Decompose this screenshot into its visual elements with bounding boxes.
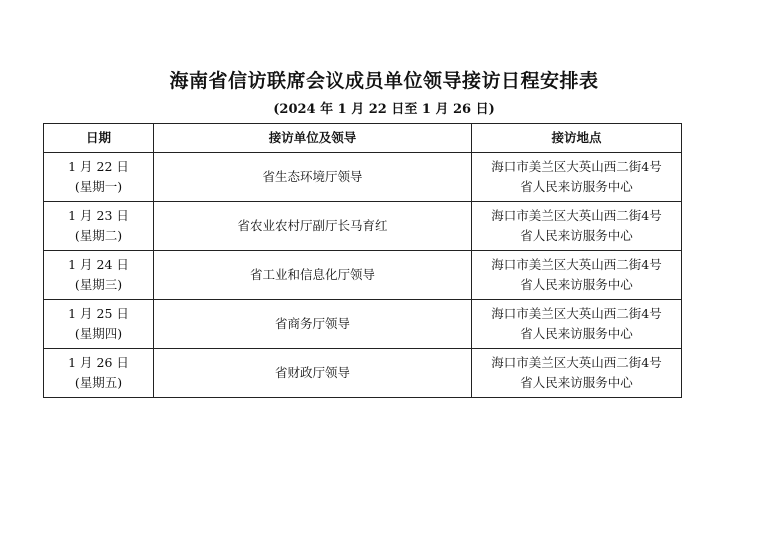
date-text: 1 月 26 日 <box>68 355 129 370</box>
page-title: 海南省信访联席会议成员单位领导接访日程安排表 <box>169 70 599 92</box>
unit-cell: 省财政厅领导 <box>154 349 472 398</box>
table-row <box>44 153 682 202</box>
date-cell <box>44 153 154 202</box>
weekday-text: (星期二) <box>74 228 123 243</box>
place-address: 海口市美兰区大英山西二街4号 <box>491 159 662 174</box>
date-cell <box>44 349 154 398</box>
page-subtitle: (2024 年 1 月 22 日至 1 月 26 日) <box>273 102 495 117</box>
place-address: 海口市美兰区大英山西二街4号 <box>491 257 662 272</box>
header-date: 日期 <box>44 124 154 153</box>
weekday-text: (星期一) <box>74 179 123 194</box>
table-header-row <box>44 124 682 153</box>
date-text: 1 月 22 日 <box>68 159 129 174</box>
place-cell <box>472 300 682 349</box>
date-text: 1 月 25 日 <box>68 306 129 321</box>
place-cell <box>472 202 682 251</box>
date-cell <box>44 300 154 349</box>
place-center: 省人民来访服务中心 <box>520 277 633 292</box>
unit-cell: 省生态环境厅领导 <box>154 153 472 202</box>
place-address: 海口市美兰区大英山西二街4号 <box>491 355 662 370</box>
date-text: 1 月 24 日 <box>68 257 129 272</box>
place-center: 省人民来访服务中心 <box>520 326 633 341</box>
weekday-text: (星期三) <box>74 277 123 292</box>
weekday-text: (星期四) <box>74 326 123 341</box>
unit-cell: 省农业农村厅副厅长马育红 <box>154 202 472 251</box>
table-row <box>44 251 682 300</box>
schedule-table <box>43 123 682 398</box>
place-cell <box>472 153 682 202</box>
place-center: 省人民来访服务中心 <box>520 375 633 390</box>
date-text: 1 月 23 日 <box>68 208 129 223</box>
place-cell <box>472 251 682 300</box>
date-cell <box>44 202 154 251</box>
header-unit: 接访单位及领导 <box>154 124 472 153</box>
date-cell <box>44 251 154 300</box>
place-center: 省人民来访服务中心 <box>520 179 633 194</box>
header-place: 接访地点 <box>472 124 682 153</box>
unit-cell: 省工业和信息化厅领导 <box>154 251 472 300</box>
table-row <box>44 202 682 251</box>
unit-cell: 省商务厅领导 <box>154 300 472 349</box>
place-address: 海口市美兰区大英山西二街4号 <box>491 208 662 223</box>
table-row <box>44 300 682 349</box>
place-center: 省人民来访服务中心 <box>520 228 633 243</box>
place-cell <box>472 349 682 398</box>
place-address: 海口市美兰区大英山西二街4号 <box>491 306 662 321</box>
table-row <box>44 349 682 398</box>
weekday-text: (星期五) <box>74 375 123 390</box>
